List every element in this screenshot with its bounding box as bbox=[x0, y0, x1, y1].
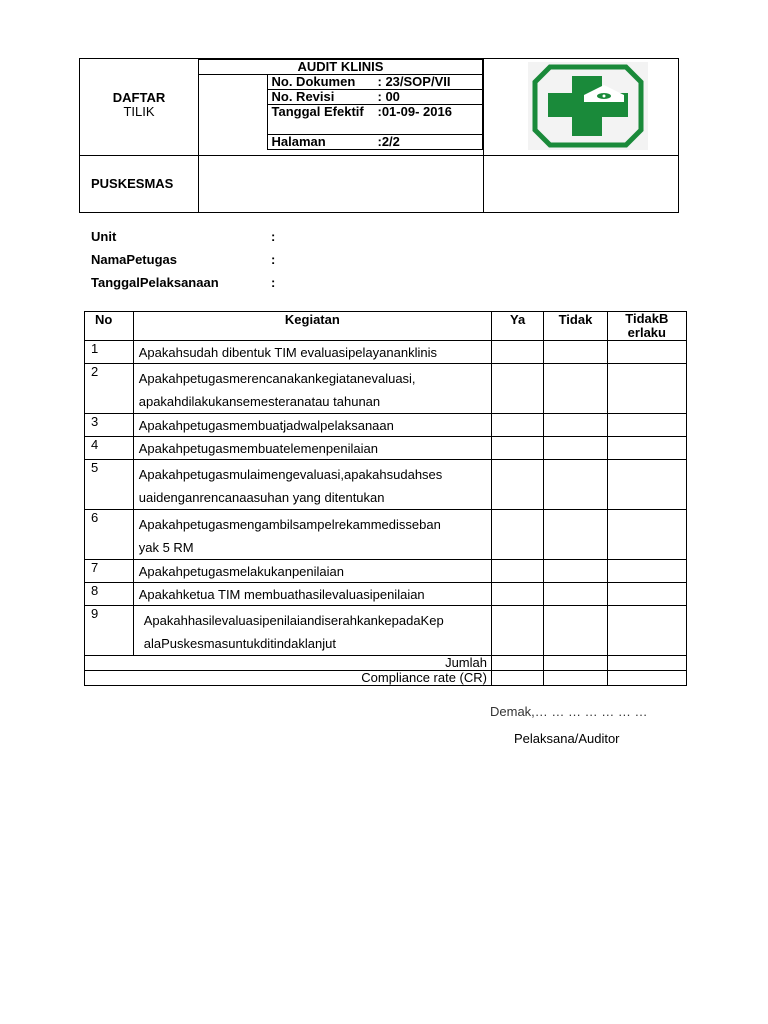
table-row bbox=[85, 364, 687, 414]
compliance-tidak[interactable] bbox=[544, 671, 607, 686]
row-number: 6 bbox=[85, 510, 134, 560]
row-activity bbox=[133, 364, 491, 414]
check-tidak-berlaku[interactable] bbox=[607, 341, 686, 364]
row-activity bbox=[133, 414, 491, 437]
field-label: Tanggal Efektif bbox=[271, 104, 364, 119]
row-number: 9 bbox=[85, 606, 134, 656]
activity-line: alaPuskesmasuntukditindaklanjut bbox=[143, 636, 336, 651]
check-tidak-berlaku[interactable] bbox=[607, 460, 686, 510]
check-tidak-berlaku[interactable] bbox=[607, 364, 686, 414]
activity-line: Apakahpetugasmengambilsampelrekammedisseban bbox=[138, 517, 441, 532]
activity-line: uaidenganrencanaasuhan yang ditentukan bbox=[138, 490, 385, 505]
jumlah-label: Jumlah bbox=[85, 656, 492, 671]
field-value: :2/2 bbox=[377, 134, 400, 149]
doc-field bbox=[267, 105, 483, 135]
check-tidak-berlaku[interactable] bbox=[607, 560, 686, 583]
check-ya[interactable] bbox=[491, 606, 543, 656]
col-ya: Ya bbox=[491, 312, 543, 341]
org-name: PUSKESMAS bbox=[91, 176, 174, 191]
compliance-tidak-berlaku[interactable] bbox=[607, 671, 686, 686]
check-tidak[interactable] bbox=[544, 560, 607, 583]
activity-line: ApakahhasilevaluasipenilaiandiserahkankepadaKep bbox=[143, 613, 444, 628]
check-tidak[interactable] bbox=[544, 460, 607, 510]
row-activity bbox=[133, 510, 491, 560]
info-petugas-label: NamaPetugas bbox=[91, 252, 177, 267]
col-tidak: Tidak bbox=[544, 312, 607, 341]
table-row bbox=[85, 414, 687, 437]
table-row bbox=[85, 437, 687, 460]
activity-line: Apakahpetugasmembuatelemenpenilaian bbox=[138, 441, 378, 456]
check-tidak[interactable] bbox=[544, 437, 607, 460]
col-no: No bbox=[85, 312, 134, 341]
field-label: No. Dokumen bbox=[271, 74, 356, 89]
document-header bbox=[79, 58, 679, 213]
doc-field bbox=[267, 135, 483, 150]
row-activity bbox=[133, 560, 491, 583]
activity-line: Apakahpetugasmelakukanpenilaian bbox=[138, 564, 344, 579]
check-tidak[interactable] bbox=[544, 583, 607, 606]
doc-info-table bbox=[198, 59, 483, 157]
field-label: Halaman bbox=[271, 134, 326, 149]
row-number: 5 bbox=[85, 460, 134, 510]
signer-title: Pelaksana/Auditor bbox=[514, 731, 620, 746]
row-activity bbox=[133, 460, 491, 510]
activity-line: Apakahpetugasmerencanakankegiatanevaluasi, bbox=[138, 371, 416, 386]
doc-field bbox=[267, 90, 483, 105]
compliance-ya[interactable] bbox=[491, 671, 543, 686]
check-tidak-berlaku[interactable] bbox=[607, 510, 686, 560]
compliance-row bbox=[85, 671, 687, 686]
activity-line: yak 5 RM bbox=[138, 540, 194, 555]
row-number: 3 bbox=[85, 414, 134, 437]
info-separator: : bbox=[271, 229, 276, 244]
jumlah-tidak[interactable] bbox=[544, 656, 607, 671]
check-tidak[interactable] bbox=[544, 364, 607, 414]
col-tidak-berlaku: TidakB erlaku bbox=[607, 312, 686, 341]
table-row bbox=[85, 606, 687, 656]
table-row bbox=[85, 460, 687, 510]
row-number: 1 bbox=[85, 341, 134, 364]
check-ya[interactable] bbox=[491, 437, 543, 460]
divider bbox=[483, 59, 484, 212]
row-activity bbox=[133, 606, 491, 656]
doc-type-line: DAFTAR bbox=[112, 90, 166, 105]
row-number: 8 bbox=[85, 583, 134, 606]
jumlah-row bbox=[85, 656, 687, 671]
empty-cell bbox=[199, 75, 268, 150]
field-label: No. Revisi bbox=[271, 89, 335, 104]
audit-title: AUDIT KLINIS bbox=[199, 60, 483, 75]
check-ya[interactable] bbox=[491, 510, 543, 560]
row-number: 7 bbox=[85, 560, 134, 583]
row-activity bbox=[133, 583, 491, 606]
activity-line: Apakahsudah dibentuk TIM evaluasipelayananklinis bbox=[138, 345, 437, 360]
info-separator: : bbox=[271, 275, 276, 290]
check-tidak-berlaku[interactable] bbox=[607, 606, 686, 656]
row-number: 4 bbox=[85, 437, 134, 460]
check-ya[interactable] bbox=[491, 460, 543, 510]
table-row bbox=[85, 560, 687, 583]
check-ya[interactable] bbox=[491, 341, 543, 364]
check-ya[interactable] bbox=[491, 414, 543, 437]
table-header-row bbox=[85, 312, 687, 341]
check-tidak-berlaku[interactable] bbox=[607, 414, 686, 437]
info-separator: : bbox=[271, 252, 276, 267]
doc-type-line: TILIK bbox=[123, 104, 155, 119]
table-row bbox=[85, 341, 687, 364]
place-date: Demak,… … … … … … … bbox=[490, 704, 648, 719]
compliance-label: Compliance rate (CR) bbox=[85, 671, 492, 686]
table-row bbox=[85, 583, 687, 606]
check-ya[interactable] bbox=[491, 583, 543, 606]
check-tidak[interactable] bbox=[544, 341, 607, 364]
check-tidak[interactable] bbox=[544, 414, 607, 437]
puskesmas-logo bbox=[528, 62, 648, 150]
row-activity bbox=[133, 341, 491, 364]
check-tidak-berlaku[interactable] bbox=[607, 437, 686, 460]
activity-line: Apakahpetugasmembuatjadwalpelaksanaan bbox=[138, 418, 394, 433]
row-activity bbox=[133, 437, 491, 460]
activity-line: Apakahketua TIM membuathasilevaluasipenilaian bbox=[138, 587, 425, 602]
jumlah-ya[interactable] bbox=[491, 656, 543, 671]
doc-type bbox=[80, 91, 198, 119]
check-tidak[interactable] bbox=[544, 510, 607, 560]
jumlah-tidak-berlaku[interactable] bbox=[607, 656, 686, 671]
info-unit-label: Unit bbox=[91, 229, 117, 244]
checklist-table bbox=[84, 311, 687, 686]
check-ya[interactable] bbox=[491, 364, 543, 414]
field-value: : 00 bbox=[377, 89, 400, 104]
field-value: : 23/SOP/VII bbox=[377, 74, 451, 89]
table-row bbox=[85, 510, 687, 560]
check-ya[interactable] bbox=[491, 560, 543, 583]
check-tidak[interactable] bbox=[544, 606, 607, 656]
activity-line: apakahdilakukansemesteranatau tahunan bbox=[138, 394, 381, 409]
row-number: 2 bbox=[85, 364, 134, 414]
info-tanggal-label: TanggalPelaksanaan bbox=[91, 275, 219, 290]
logo-icon bbox=[528, 62, 648, 150]
doc-field bbox=[267, 75, 483, 90]
activity-line: Apakahpetugasmulaimengevaluasi,apakahsudahses bbox=[138, 467, 443, 482]
col-kegiatan: Kegiatan bbox=[133, 312, 491, 341]
check-tidak-berlaku[interactable] bbox=[607, 583, 686, 606]
field-value: :01-09- 2016 bbox=[377, 104, 452, 119]
